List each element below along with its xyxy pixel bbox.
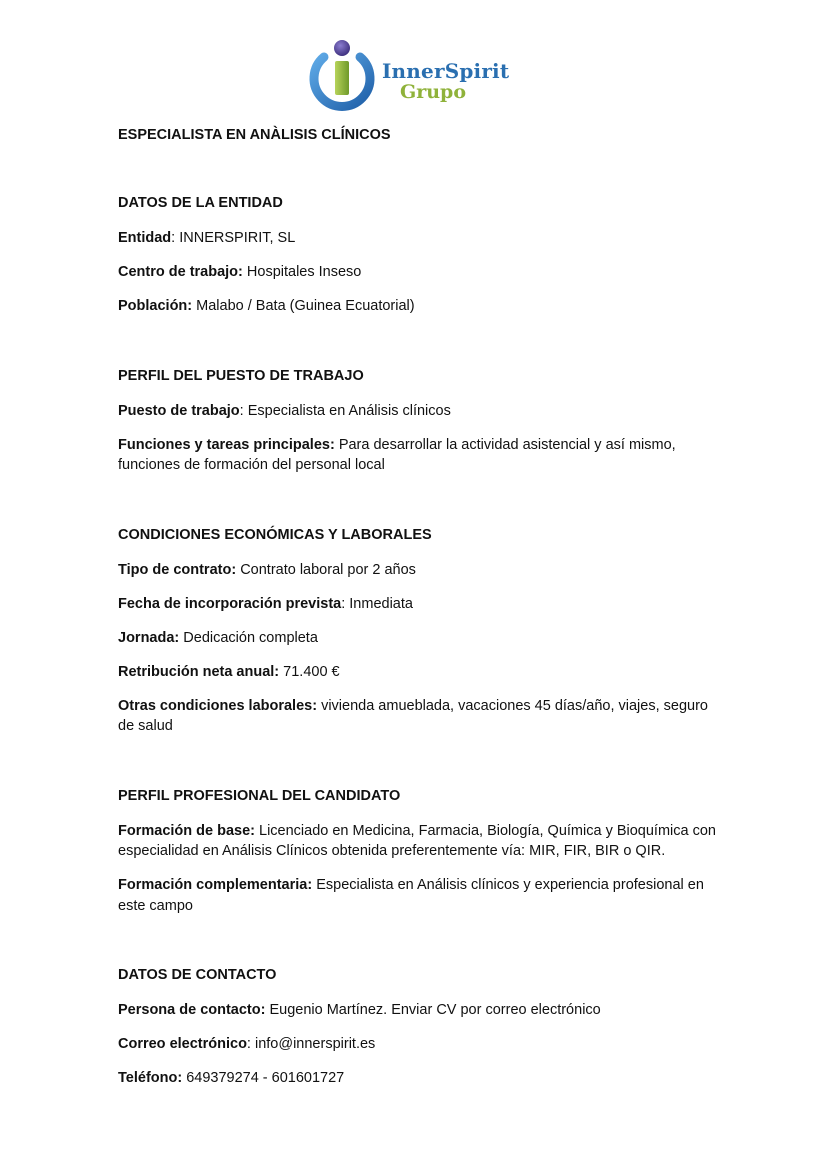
field-other-conditions xyxy=(118,696,718,737)
field-label: Funciones y tareas principales: xyxy=(118,436,335,453)
field-label: Población: xyxy=(118,298,193,314)
field-start-date: Fecha de incorporación prevista: Inmediata xyxy=(118,595,413,612)
field-label: Formación de base: xyxy=(118,822,255,839)
section-title: PERFIL DEL PUESTO DE TRABAJO xyxy=(118,367,364,384)
field-value: Malabo / Bata (Guinea Ecuatorial) xyxy=(196,298,415,314)
field-value: Especialista en Análisis clínicos xyxy=(247,402,451,419)
document-body xyxy=(118,126,718,1089)
field-phone xyxy=(118,1068,718,1089)
field-complementary-education xyxy=(118,875,718,916)
section-job-profile xyxy=(118,367,718,476)
field-label: Puesto de trabajo xyxy=(118,402,240,419)
field-label: Jornada: xyxy=(118,629,180,646)
section-title: DATOS DE LA ENTIDAD xyxy=(118,195,283,211)
email-link[interactable]: info@innerspirit.es xyxy=(254,1036,376,1052)
field-value: Contrato laboral por 2 años xyxy=(240,561,416,578)
field-value: 71.400 € xyxy=(283,663,340,680)
section-title: DATOS DE CONTACTO xyxy=(118,967,277,983)
section-employment-conditions xyxy=(118,526,718,737)
field-label: Teléfono: xyxy=(118,1070,183,1086)
section-contact-data xyxy=(118,966,718,1089)
field-contract-type xyxy=(118,560,718,581)
field-schedule xyxy=(118,628,718,649)
field-email: Correo electrónico: info@innerspirit.es xyxy=(118,1036,376,1052)
field-value: Dedicación completa xyxy=(183,629,318,646)
field-value: Inmediata xyxy=(349,595,413,612)
field-contact-person xyxy=(118,1000,718,1021)
field-value: Hospitales Inseso xyxy=(246,264,362,280)
document-title: ESPECIALISTA EN ANÀLISIS CLÍNICOS xyxy=(118,127,391,143)
field-entity: Entidad: INNERSPIRIT, SL xyxy=(118,230,296,246)
field-label: Retribución neta anual: xyxy=(118,663,280,680)
field-value: INNERSPIRIT, SL xyxy=(179,230,296,246)
field-label: Tipo de contrato: xyxy=(118,561,237,578)
field-label: Centro de trabajo: xyxy=(118,264,243,280)
section-entity-data xyxy=(118,194,718,317)
field-label: Persona de contacto: xyxy=(118,1002,266,1018)
section-title: CONDICIONES ECONÓMICAS Y LABORALES xyxy=(118,526,432,543)
field-duties xyxy=(118,435,718,476)
field-position: Puesto de trabajo: Especialista en Análisis clínicos xyxy=(118,402,451,419)
field-value: Eugenio Martínez. Enviar CV por correo electrónico xyxy=(269,1002,601,1018)
field-value: Licenciado en Medicina, Farmacia, Biología, Química y Bioquímica con especialidad en Análisis Clínicos obtenida preferentemente vía: MIR, FIR, BIR o QIR. xyxy=(118,822,716,859)
field-workplace xyxy=(118,262,718,283)
field-label: Entidad xyxy=(118,230,172,246)
field-label: Fecha de incorporación prevista xyxy=(118,595,342,612)
logo-text-secondary: Grupo xyxy=(400,81,467,103)
field-salary xyxy=(118,662,718,683)
field-value: 649379274 - 601601727 xyxy=(186,1070,345,1086)
company-logo xyxy=(302,37,510,111)
field-label: Correo electrónico xyxy=(118,1036,247,1052)
field-label: Otras condiciones laborales: xyxy=(118,697,318,714)
field-value: vivienda amueblada, vacaciones 45 días/año, viajes, seguro de salud xyxy=(118,697,708,734)
section-candidate-profile xyxy=(118,787,718,917)
field-value: Para desarrollar la actividad asistencial y así mismo, funciones de formación del personal local xyxy=(118,436,676,473)
logo-text-primary: InnerSpirit xyxy=(382,59,510,83)
field-location xyxy=(118,296,718,317)
field-value: Especialista en Análisis clínicos y experiencia profesional en este campo xyxy=(118,877,704,914)
logo-emblem-icon xyxy=(302,37,382,111)
field-label: Formación complementaria: xyxy=(118,877,313,893)
section-title: PERFIL PROFESIONAL DEL CANDIDATO xyxy=(118,787,401,804)
field-base-education xyxy=(118,821,718,862)
